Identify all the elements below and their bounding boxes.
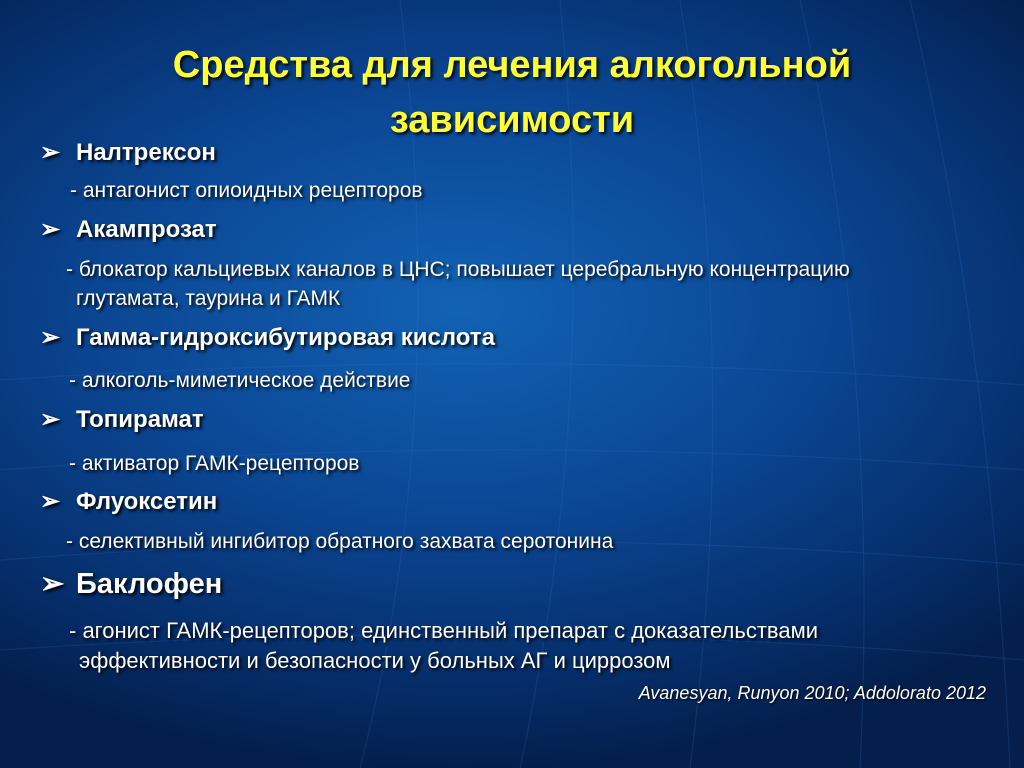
item-description: - активатор ГАМК-рецепторов bbox=[69, 452, 360, 475]
item-description: - селективный ингибитор обратного захвата серотонина bbox=[66, 530, 614, 553]
item-description: - антагонист опиоидных рецепторов bbox=[70, 179, 423, 202]
citation: Avanesyan, Runyon 2010; Addolorato 2012 bbox=[638, 683, 986, 703]
list-item-acamprosate bbox=[40, 215, 217, 244]
item-description: - агонист ГАМК-рецепторов; единственный препарат с доказательствами эффективности и безопасности у больных АГ и циррозом bbox=[69, 618, 818, 673]
list-item-topiramate bbox=[40, 405, 204, 434]
chevron-right-icon: ➢ bbox=[40, 488, 61, 515]
chevron-right-icon: ➢ bbox=[40, 216, 61, 243]
title-line-2: зависимости bbox=[389, 99, 635, 141]
item-name: Гамма-гидроксибутировая кислота bbox=[76, 324, 495, 351]
page-title bbox=[0, 38, 1024, 148]
chevron-right-icon: ➢ bbox=[40, 568, 65, 600]
chevron-right-icon: ➢ bbox=[40, 139, 61, 166]
list-item-baclofen bbox=[40, 566, 222, 601]
title-line-1: Средства для лечения алкогольной bbox=[172, 44, 852, 86]
list-item-naltrexone bbox=[40, 138, 216, 167]
item-description: - блокатор кальциевых каналов в ЦНС; повышает церебральную концентрацию глутамата, таурина и ГАМК bbox=[66, 258, 850, 310]
item-name: Акампрозат bbox=[76, 216, 217, 243]
chevron-right-icon: ➢ bbox=[40, 406, 61, 433]
list-item-fluoxetine bbox=[40, 487, 217, 516]
item-description: - алкоголь-миметическое действие bbox=[69, 369, 411, 392]
item-name: Баклофен bbox=[76, 568, 223, 600]
list-item-ghb bbox=[40, 323, 495, 352]
chevron-right-icon: ➢ bbox=[40, 324, 61, 351]
item-name: Флуоксетин bbox=[76, 488, 218, 515]
item-name: Налтрексон bbox=[76, 139, 216, 166]
item-name: Топирамат bbox=[76, 406, 204, 433]
